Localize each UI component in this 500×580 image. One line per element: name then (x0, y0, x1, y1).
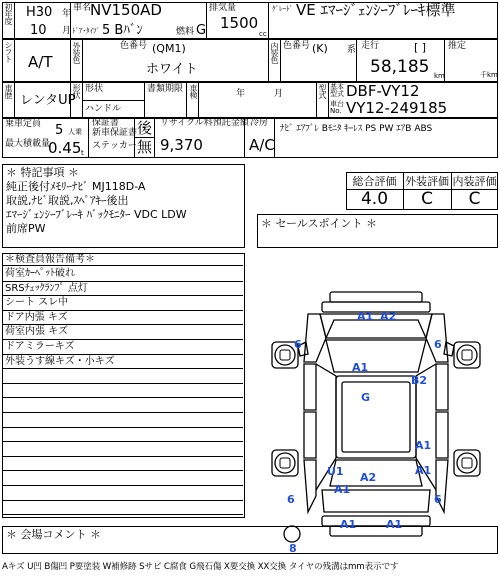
displacement-label: 排気量 (209, 3, 237, 13)
inspection-line (2, 413, 243, 428)
inspection-line (2, 501, 243, 516)
chassis-value: VY12-249185 (346, 99, 448, 117)
load-value: 0.45 (48, 139, 82, 157)
inspection-title: ＊検査員報告備考＊ (2, 254, 243, 266)
model-value: NV150AD (90, 1, 162, 19)
grade-value: VE ｴﾏｰｼﾞｪﾝｼｰﾌﾞﾚｰｷ標準 (296, 1, 456, 19)
special-notes-title: ＊ 特記事項 ＊ (6, 166, 79, 179)
type-value: DBF-VY12 (346, 82, 420, 100)
recycle-status-bottom: 無 (137, 138, 153, 156)
recycle-amount: 9,370 (160, 136, 203, 154)
ac-label: 冷房 (250, 118, 269, 128)
color-code-label: 色番号 (120, 41, 148, 51)
inspection-line: ドアミラーキズ (2, 340, 243, 355)
type-label: 型式 (318, 84, 327, 98)
inspection-line: シート スレ中 (2, 296, 243, 311)
inspection-line (2, 428, 243, 443)
special-note-line: ｴﾏｰｼﾞｪﾝｼｰﾌﾞﾚｰｷ ﾊﾞｯｸﾓﾆﾀｰ VDC LDW (6, 208, 187, 221)
damage-mark: 8 (289, 542, 297, 555)
shift-value: A/T (28, 53, 53, 71)
total-score-label: 総合評価 (352, 175, 397, 188)
docs-label: 書類期限 (147, 84, 184, 94)
inspection-line: SRSﾁｪｯｸﾗﾝﾌﾟ 点灯 (2, 282, 243, 297)
doors-label: ﾄﾞｱ･ﾀｲﾌﾟ (72, 27, 100, 35)
displacement-unit: cc (259, 30, 267, 38)
interior-color-label: 色番号 (283, 41, 311, 51)
vehicle-label: 車検 (189, 84, 198, 98)
damage-mark: G (361, 391, 371, 404)
damage-mark: A1 (352, 361, 369, 374)
special-note-line: 取説,ﾅﾋﾞ取説,ｽﾍﾟｱｷｰ後出 (6, 194, 129, 207)
inspection-line (2, 398, 243, 413)
damage-mark: 6 (434, 493, 442, 506)
interior-score-label: 内装評価 (452, 175, 497, 188)
load-label: 最大積載量 (5, 139, 51, 149)
year-value: H30 (26, 5, 53, 20)
inspection-line (2, 471, 243, 486)
inspection-line (2, 369, 243, 384)
damage-mark: U1 (327, 465, 344, 478)
damage-mark: A1 (386, 518, 403, 531)
inspection-line (2, 384, 243, 399)
capacity-unit: 人乗 (68, 128, 82, 136)
equipment-text: ﾅﾋﾞ ｴｱﾌﾞﾚ Bﾓﾆﾀ ｷｰﾚｽ PS PW ｴｱB ABS (280, 124, 433, 134)
special-note-line: 前席PW (6, 222, 46, 235)
ac-value: A/C (249, 136, 275, 154)
damage-legend: Aキズ U凹 B傷凹 P要塗装 W補修跡 Sサビ C腐食 G飛石傷 X要交換 XX交換 タイヤの残溝はmm表示です (2, 562, 399, 572)
inspection-line: 荷室ｶｰﾍﾟｯﾄ破れ (2, 267, 243, 282)
special-note-line: 純正後付ﾒﾓﾘｰﾅﾋﾞ MJ118D-A (6, 180, 146, 193)
car-damage-diagram (250, 290, 500, 558)
inspection-line: 荷室内張 キズ (2, 325, 243, 340)
estimate-unit: 千km (480, 71, 498, 79)
load-unit: t (81, 149, 84, 157)
damage-mark: A1 (340, 518, 357, 531)
inspection-line: ドア内張 キズ (2, 311, 243, 326)
damage-mark: A2 (380, 310, 397, 323)
inspection-line (2, 486, 243, 501)
history-label: 車歴 (4, 84, 13, 98)
mileage-unit: km (434, 72, 445, 80)
inspection-line: 外装うす線キズ・小キズ (2, 355, 243, 370)
damage-mark: 6 (294, 338, 302, 351)
exterior-label: 外装色 (72, 42, 81, 63)
docs-month: 月 (274, 89, 284, 99)
mileage-bracket: [ ] (414, 41, 427, 54)
recycle-status-top: 後 (137, 119, 153, 137)
chassis-prefix: 車台No. (330, 100, 344, 115)
manual-label: 新車保証書 (92, 128, 138, 138)
damage-mark: B2 (411, 374, 428, 387)
displacement-value: 1500 (220, 14, 259, 32)
interior-label: 内装色 (270, 42, 279, 63)
total-score: 4.0 (360, 189, 389, 209)
estimate-label: 推定 (448, 41, 467, 51)
type-prefix: 基本型式 (330, 83, 344, 98)
color-name: ホワイト (146, 62, 198, 77)
sticker-label: ステッカー (92, 141, 137, 151)
damage-mark: 6 (287, 493, 295, 506)
shape-col-label: 形状 (72, 84, 81, 98)
grade-label: ｸﾞﾚｰﾄﾞ (272, 5, 293, 13)
damage-mark: A2 (360, 471, 377, 484)
shift-label: シフト (4, 41, 13, 62)
mileage-value: 58,185 (370, 57, 430, 77)
capacity-value: 5 (55, 123, 64, 138)
recycle-label: リサイクル料預託金額 (160, 118, 249, 128)
inspection-line (2, 442, 243, 457)
capacity-label: 乗車定員 (5, 119, 42, 129)
doors-value: 5 Bﾊﾞﾝ (102, 23, 143, 38)
year-unit: 年 (62, 9, 72, 19)
fuel-label: 燃料 (176, 27, 195, 37)
model-label: 車名 (73, 3, 92, 13)
mileage-label: 走行 (361, 41, 380, 51)
damage-mark: A1 (357, 310, 374, 323)
damage-mark: 6 (434, 338, 442, 351)
handle-label: ハンドル (85, 104, 122, 114)
warranty-label: 保証書 (92, 118, 120, 128)
sales-point-title: ＊ セールスポイント ＊ (261, 217, 378, 230)
history-value: レンタUP (20, 93, 76, 108)
venue-comment-title: ＊ 会場コメント ＊ (6, 528, 101, 541)
exterior-score: C (421, 189, 433, 209)
docs-year: 年 (236, 89, 246, 99)
interior-suffix: 系 (347, 45, 357, 55)
inspection-line (2, 457, 243, 472)
damage-mark: A1 (334, 483, 351, 496)
year-label: 初年度 (4, 3, 13, 24)
interior-score: C (468, 189, 481, 209)
exterior-score-label: 外装評価 (405, 175, 449, 188)
interior-color: (K) (312, 42, 328, 55)
damage-mark: A1 (415, 464, 432, 477)
shape-label: 形状 (85, 84, 104, 94)
damage-mark: A1 (415, 439, 432, 452)
month-unit: 月 (62, 26, 72, 36)
month-value: 10 (30, 23, 47, 38)
fuel-value: G (196, 23, 207, 38)
color-code: (QM1) (152, 42, 186, 55)
